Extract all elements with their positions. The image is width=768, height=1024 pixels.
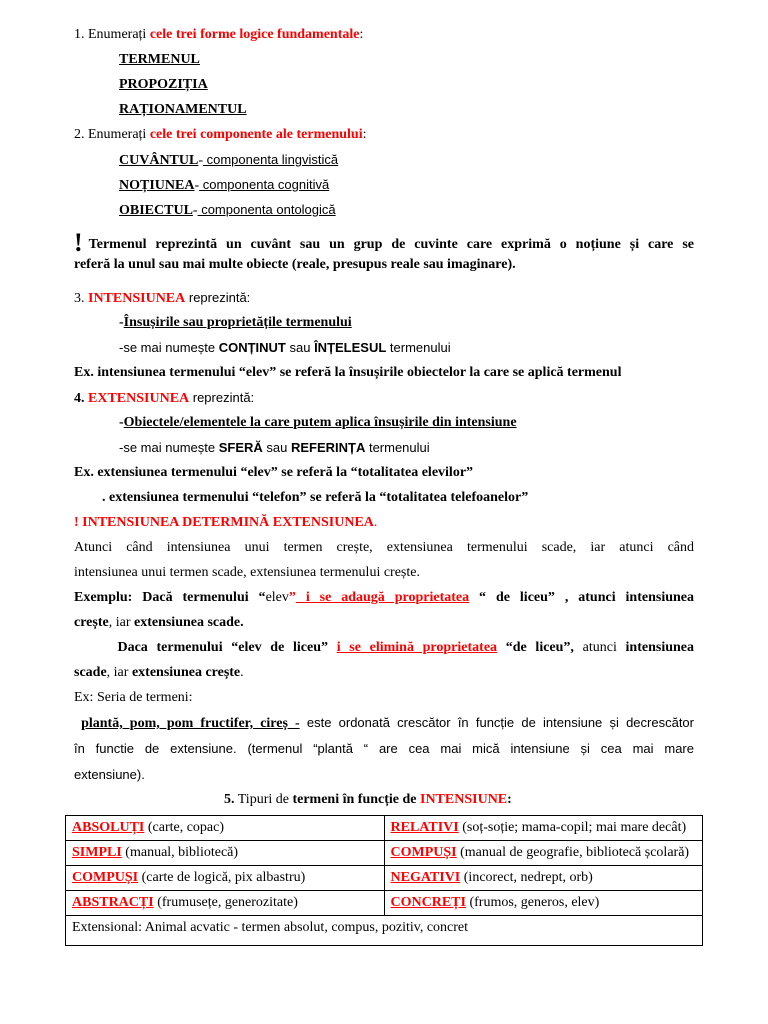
- question-5-d: :: [507, 792, 512, 807]
- ex2-c: “de liceu”,: [497, 640, 574, 655]
- table-row: [66, 891, 703, 916]
- table-row: [66, 816, 703, 841]
- question-2-colon: :: [362, 127, 367, 142]
- extensiune-definition: [119, 414, 517, 432]
- ex2-g: , iar: [106, 665, 132, 680]
- component-name: CUVÂNTUL: [119, 153, 199, 168]
- component-obiectul: [119, 201, 336, 220]
- extensiune-definition-text: Obiectele/elementele la care putem aplica însușirile din intensiune: [123, 415, 517, 430]
- series-line-3: extensiune).: [74, 767, 145, 782]
- component-cuvantul: [119, 151, 338, 170]
- example-remove-property: [74, 639, 694, 657]
- table-cell: [66, 841, 385, 866]
- note-line-2: referă la unul sau mai multe obiecte (reale, presupus reale sau imaginare).: [74, 257, 516, 272]
- ex2-i: .: [240, 665, 244, 680]
- series-terms: plantă, pom, pom fructifer, cireș: [81, 716, 288, 731]
- synonym-a: CONȚINUT: [218, 340, 286, 355]
- term-examples: (carte, copac): [144, 820, 225, 835]
- question-3: [74, 289, 250, 308]
- table-cell: [66, 816, 385, 841]
- synonym-post: termenului: [365, 440, 430, 455]
- ex1-g: crește: [74, 615, 109, 630]
- component-desc: componenta cognitivă: [199, 177, 330, 192]
- term-name: ABSOLUȚI: [72, 820, 145, 835]
- series-title: Ex: Seria de termeni:: [74, 690, 193, 705]
- question-4-rest: reprezintă:: [189, 390, 255, 405]
- synonym-b: REFERINȚA: [290, 440, 366, 455]
- table-footer-cell: Extensional: Animal acvatic - termen absolut, compus, pozitiv, concret: [66, 916, 703, 946]
- ex2-e: intensiunea: [625, 640, 694, 655]
- table-cell: [66, 866, 385, 891]
- series-rest: este ordonată crescător în funcție de intensiune și decrescător: [299, 715, 694, 730]
- intensiune-example: Ex. intensiunea termenului “elev” se referă la însușirile obiectelor la care se aplică termenul: [74, 365, 622, 380]
- component-desc: componenta lingvistică: [203, 152, 339, 167]
- extensiune-example-2: . extensiunea termenului “telefon” se referă la “totalitatea telefoanelor”: [102, 490, 529, 505]
- question-4-title: EXTENSIUNEA: [88, 391, 190, 406]
- term-examples: (frumos, generos, elev): [465, 895, 600, 910]
- ex2-a: Daca termenului “elev de liceu”: [117, 640, 328, 655]
- term-examples: (manual de geografie, bibliotecă școlară): [456, 845, 690, 860]
- intensiune-definition: [119, 314, 352, 332]
- table-row: [66, 866, 703, 891]
- term-name: COMPUȘI: [72, 870, 139, 885]
- component-name: OBIECTUL: [119, 203, 193, 218]
- ex1-c: ”: [288, 590, 296, 605]
- component-sep: -: [198, 153, 204, 168]
- note-text-1: Termenul reprezintă un cuvânt sau un grup de cuvinte care exprimă o noțiune și care se: [88, 237, 694, 252]
- question-5-b: termeni în funcție de: [292, 792, 420, 807]
- component-name: NOȚIUNEA: [119, 178, 195, 193]
- question-1: [74, 26, 363, 44]
- rule-paragraph-2: intensiunea unui termen scade, extensiunea termenului crește.: [74, 565, 420, 580]
- synonym-post: termenului: [386, 340, 451, 355]
- term-types-table: [65, 815, 703, 946]
- synonym-mid: sau: [262, 440, 291, 455]
- table-cell: [384, 891, 703, 916]
- question-5-heading: [224, 791, 512, 809]
- ex2-f: scade: [74, 665, 107, 680]
- table-cell: [66, 891, 385, 916]
- question-4-number: 4.: [74, 391, 88, 406]
- question-1-colon: :: [359, 27, 364, 42]
- component-sep: -: [192, 203, 198, 218]
- table-row: [66, 841, 703, 866]
- term-name: SIMPLI: [72, 845, 122, 860]
- series-line-1: [74, 714, 694, 733]
- component-sep: -: [194, 178, 200, 193]
- synonym-mid: sau: [285, 340, 315, 355]
- question-3-number: 3.: [74, 291, 88, 306]
- ex1-i: extensiunea scade.: [133, 615, 244, 630]
- rule-heading-dot: .: [373, 515, 378, 530]
- question-5-c: INTENSIUNE: [420, 792, 508, 807]
- ex2-d: atunci: [573, 640, 626, 655]
- ex1-b: elev: [265, 590, 289, 605]
- example-add-property-2: [74, 614, 244, 632]
- synonym-pre: -se mai numește: [119, 440, 219, 455]
- term-examples: (frumusețe, generozitate): [153, 895, 298, 910]
- ex2-highlight: i se elimină proprietatea: [336, 640, 498, 655]
- term-name: NEGATIVI: [390, 870, 461, 885]
- question-3-title: INTENSIUNEA: [88, 291, 186, 306]
- question-5-number: 5.: [224, 792, 235, 807]
- term-name: RELATIVI: [390, 820, 459, 835]
- table-cell: [384, 866, 703, 891]
- table-cell: [384, 841, 703, 866]
- question-4: [74, 389, 254, 408]
- term-examples: (soț-soție; mama-copil; mai mare decât): [458, 820, 687, 835]
- component-desc: componenta ontologică: [197, 202, 336, 217]
- note-line-1: [74, 228, 694, 257]
- term-examples: (carte de logică, pix albastru): [138, 870, 306, 885]
- synonym-pre: -se mai numește: [119, 340, 219, 355]
- rule-heading-text: ! INTENSIUNEA DETERMINĂ EXTENSIUNEA: [74, 515, 374, 530]
- term-name: ABSTRACȚI: [72, 895, 154, 910]
- table-row: [66, 916, 703, 946]
- exclamation-icon: !: [74, 228, 83, 257]
- example-remove-property-2: [74, 664, 244, 682]
- series-dash: -: [287, 716, 300, 731]
- form-termenul: TERMENUL: [119, 52, 200, 67]
- form-rationamentul: RAȚIONAMENTUL: [119, 102, 247, 117]
- question-1-highlight: cele trei forme logice fundamentale: [149, 27, 360, 42]
- form-propozitia: PROPOZIȚIA: [119, 77, 208, 92]
- term-examples: (manual, bibliotecă): [121, 845, 239, 860]
- question-2-highlight: cele trei componente ale termenului: [149, 127, 363, 142]
- dash: -: [119, 315, 124, 330]
- synonym-b: ÎNȚELESUL: [314, 340, 387, 355]
- intensiune-synonyms: [119, 339, 451, 358]
- table-cell: [384, 816, 703, 841]
- component-notiunea: [119, 176, 329, 195]
- question-2: [74, 126, 367, 144]
- extensiune-synonyms: [119, 439, 430, 458]
- term-name: CONCREȚI: [390, 895, 466, 910]
- rule-paragraph-1: Atunci când intensiunea unui termen crește, extensiunea termenului scade, iar atunci când: [74, 540, 694, 555]
- rule-heading: [74, 514, 377, 532]
- example-add-property: [74, 589, 694, 607]
- ex1-a: Exemplu: Dacă termenului “: [74, 590, 266, 605]
- term-name: COMPUȘI: [390, 845, 457, 860]
- question-2-number: 2. Enumerați: [74, 127, 150, 142]
- question-3-rest: reprezintă:: [185, 290, 251, 305]
- ex1-e: “ de liceu” , atunci: [469, 590, 626, 605]
- ex2-h: extensiunea crește: [131, 665, 241, 680]
- series-line-2: în functie de extensiune. (termenul “plantă “ are cea mai mică intensiune și cea mai mare: [74, 741, 694, 756]
- extensiune-example-1: Ex. extensiunea termenului “elev” se referă la “totalitatea elevilor”: [74, 465, 474, 480]
- question-1-number: 1. Enumerați: [74, 27, 150, 42]
- ex1-highlight: i se adaugă proprietatea: [295, 590, 470, 605]
- ex1-h: , iar: [108, 615, 134, 630]
- intensiune-definition-text: Însușirile sau proprietățile termenului: [123, 315, 352, 330]
- synonym-a: SFERĂ: [218, 440, 263, 455]
- ex1-f: intensiunea: [625, 590, 694, 605]
- dash: -: [119, 415, 124, 430]
- question-5-a: Tipuri de: [234, 792, 293, 807]
- term-examples: (incorect, nedrept, orb): [460, 870, 593, 885]
